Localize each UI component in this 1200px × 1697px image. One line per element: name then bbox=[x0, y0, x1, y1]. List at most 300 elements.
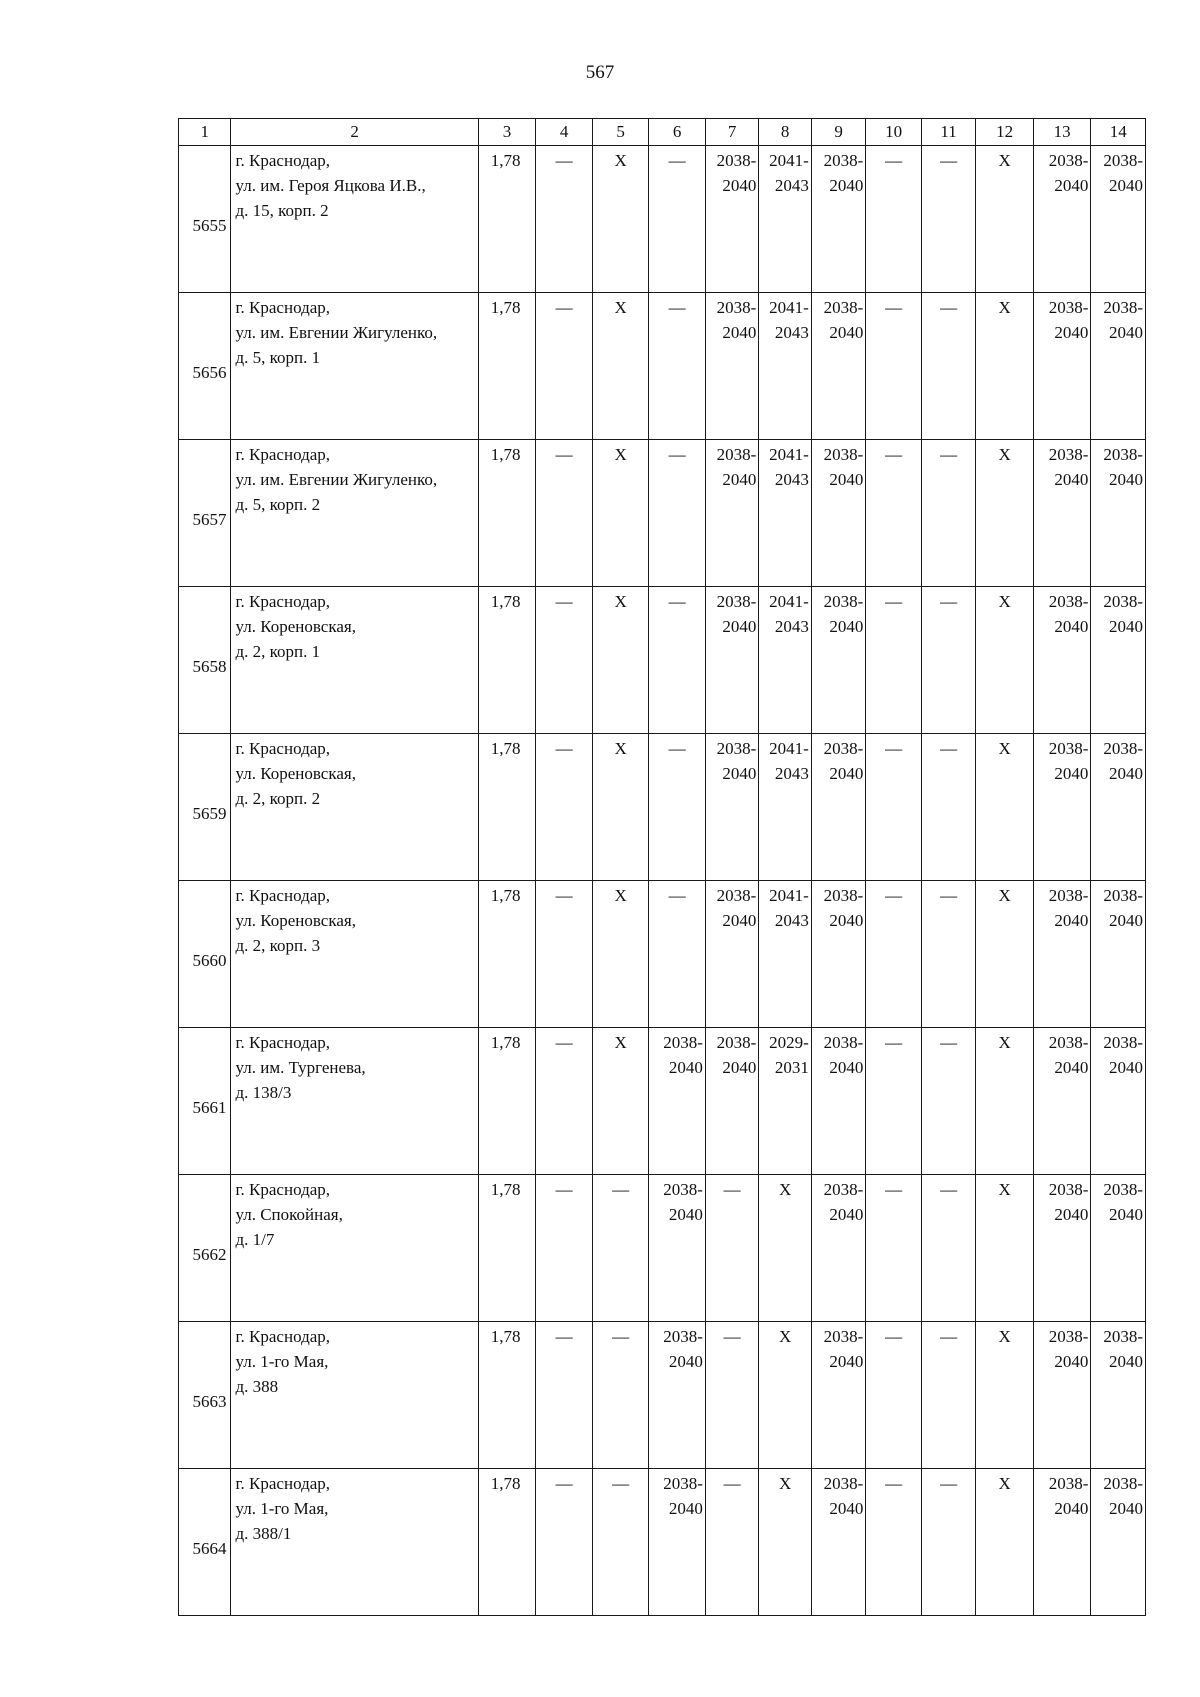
cell-value: Х bbox=[998, 739, 1011, 758]
cell-col-13 bbox=[1033, 881, 1091, 1028]
table-row bbox=[179, 1322, 1146, 1469]
cell-value: 2038- 2040 bbox=[823, 1327, 864, 1371]
cell-value: 2038- 2040 bbox=[1048, 1327, 1089, 1371]
cell-value: Х bbox=[614, 592, 627, 611]
cell-value: Х bbox=[998, 592, 1011, 611]
address-line: г. Краснодар, bbox=[235, 445, 331, 464]
cell-col-6 bbox=[649, 1175, 706, 1322]
cell-col-3 bbox=[478, 734, 536, 881]
cell-col-7 bbox=[705, 587, 758, 734]
cell-value: 2038- 2040 bbox=[1103, 1180, 1143, 1224]
cell-col-10 bbox=[866, 1469, 922, 1616]
cell-value: — bbox=[555, 592, 573, 611]
cell-col-8 bbox=[759, 1322, 811, 1469]
cell-value: Х bbox=[998, 1327, 1011, 1346]
cell-col-13 bbox=[1033, 734, 1091, 881]
address-line: д. 388 bbox=[235, 1377, 279, 1396]
cell-value: 2041- 2043 bbox=[769, 151, 809, 195]
page-number: 567 bbox=[585, 62, 615, 83]
column-header-9: 9 bbox=[811, 119, 866, 146]
cell-value: 1,78 bbox=[490, 1327, 521, 1346]
cell-col-10 bbox=[866, 734, 922, 881]
cell-value: — bbox=[555, 445, 573, 464]
cell-col-7 bbox=[705, 1469, 758, 1616]
cell-value: — bbox=[885, 1033, 903, 1052]
cell-value: 2038- 2040 bbox=[1103, 151, 1143, 195]
cell-value: — bbox=[555, 1033, 573, 1052]
row-number bbox=[179, 293, 231, 440]
cell-value: — bbox=[668, 445, 686, 464]
cell-col-10 bbox=[866, 1322, 922, 1469]
cell-value: — bbox=[885, 1327, 903, 1346]
table-row bbox=[179, 1469, 1146, 1616]
cell-value: — bbox=[940, 151, 958, 170]
cell-col-8 bbox=[759, 587, 811, 734]
address-cell bbox=[231, 1322, 478, 1469]
cell-col-14 bbox=[1091, 1175, 1146, 1322]
cell-value: — bbox=[885, 445, 903, 464]
cell-col-14 bbox=[1091, 1028, 1146, 1175]
cell-value: — bbox=[555, 151, 573, 170]
cell-value: 2038- 2040 bbox=[823, 1033, 864, 1077]
cell-col-6 bbox=[649, 587, 706, 734]
address-line: д. 5, корп. 2 bbox=[235, 495, 321, 514]
cell-value: Х bbox=[998, 886, 1011, 905]
cell-col-10 bbox=[866, 440, 922, 587]
cell-col-11 bbox=[921, 1028, 976, 1175]
cell-col-9 bbox=[811, 1028, 866, 1175]
cell-col-10 bbox=[866, 881, 922, 1028]
cell-value: — bbox=[885, 151, 903, 170]
column-header-13: 13 bbox=[1033, 119, 1091, 146]
row-number bbox=[179, 440, 231, 587]
cell-value: Х bbox=[614, 151, 627, 170]
cell-value: Х bbox=[998, 445, 1011, 464]
cell-col-4 bbox=[536, 1028, 593, 1175]
cell-col-12 bbox=[976, 734, 1034, 881]
cell-value: 1,78 bbox=[490, 1180, 521, 1199]
cell-value: 2041- 2043 bbox=[769, 445, 809, 489]
cell-value: — bbox=[940, 886, 958, 905]
cell-col-5 bbox=[592, 1322, 649, 1469]
row-number bbox=[179, 1322, 231, 1469]
cell-value: 2038- 2040 bbox=[1103, 1033, 1143, 1077]
cell-value: Х bbox=[998, 298, 1011, 317]
address-line: д. 1/7 bbox=[235, 1230, 275, 1249]
cell-value: 2038- 2040 bbox=[1048, 739, 1089, 783]
table-row bbox=[179, 440, 1146, 587]
address-line: ул. Кореновская, bbox=[235, 764, 356, 783]
address-line: г. Краснодар, bbox=[235, 1180, 331, 1199]
cell-col-13 bbox=[1033, 293, 1091, 440]
cell-value: — bbox=[612, 1180, 630, 1199]
cell-value: 2038- 2040 bbox=[1048, 298, 1089, 342]
cell-col-4 bbox=[536, 881, 593, 1028]
cell-col-14 bbox=[1091, 1469, 1146, 1616]
cell-col-10 bbox=[866, 1175, 922, 1322]
cell-value: 2038- 2040 bbox=[823, 298, 864, 342]
cell-value: 2038- 2040 bbox=[663, 1474, 703, 1518]
address-cell bbox=[231, 587, 478, 734]
column-header-8: 8 bbox=[759, 119, 811, 146]
cell-value: 2029- 2031 bbox=[769, 1033, 809, 1077]
address-line: ул. им. Евгении Жигуленко, bbox=[235, 470, 438, 489]
cell-value: 2038- 2040 bbox=[716, 445, 757, 489]
cell-value: 2038- 2040 bbox=[823, 445, 864, 489]
cell-col-5 bbox=[592, 1175, 649, 1322]
cell-col-4 bbox=[536, 1322, 593, 1469]
address-line: ул. им. Евгении Жигуленко, bbox=[235, 323, 438, 342]
cell-col-4 bbox=[536, 293, 593, 440]
cell-value: 2038- 2040 bbox=[716, 1033, 757, 1077]
row-number-text: 5663 bbox=[192, 1391, 227, 1411]
cell-col-3 bbox=[478, 146, 536, 293]
cell-col-7 bbox=[705, 1028, 758, 1175]
cell-col-8 bbox=[759, 1469, 811, 1616]
cell-col-9 bbox=[811, 1322, 866, 1469]
row-number-text: 5661 bbox=[192, 1097, 227, 1117]
cell-col-10 bbox=[866, 146, 922, 293]
column-header-14: 14 bbox=[1091, 119, 1146, 146]
cell-col-14 bbox=[1091, 881, 1146, 1028]
address-line: д. 2, корп. 3 bbox=[235, 936, 321, 955]
cell-col-3 bbox=[478, 1469, 536, 1616]
column-header-5: 5 bbox=[592, 119, 649, 146]
cell-col-10 bbox=[866, 1028, 922, 1175]
cell-col-3 bbox=[478, 440, 536, 587]
cell-col-12 bbox=[976, 881, 1034, 1028]
table-row bbox=[179, 587, 1146, 734]
cell-col-5 bbox=[592, 440, 649, 587]
cell-col-6 bbox=[649, 1322, 706, 1469]
cell-col-5 bbox=[592, 1028, 649, 1175]
row-number-text: 5662 bbox=[192, 1244, 227, 1264]
cell-value: Х bbox=[998, 151, 1011, 170]
cell-value: 2038- 2040 bbox=[1103, 445, 1143, 489]
cell-col-8 bbox=[759, 734, 811, 881]
cell-value: 2038- 2040 bbox=[1048, 151, 1089, 195]
cell-value: Х bbox=[614, 445, 627, 464]
cell-value: 2038- 2040 bbox=[823, 886, 864, 930]
row-number bbox=[179, 146, 231, 293]
cell-col-8 bbox=[759, 440, 811, 587]
cell-col-3 bbox=[478, 881, 536, 1028]
address-line: г. Краснодар, bbox=[235, 886, 331, 905]
cell-col-12 bbox=[976, 440, 1034, 587]
address-cell bbox=[231, 146, 478, 293]
row-number-text: 5657 bbox=[192, 509, 227, 529]
cell-value: 2041- 2043 bbox=[769, 592, 809, 636]
cell-value: — bbox=[885, 886, 903, 905]
address-line: д. 15, корп. 2 bbox=[235, 201, 329, 220]
cell-col-7 bbox=[705, 440, 758, 587]
column-header-6: 6 bbox=[649, 119, 706, 146]
cell-col-9 bbox=[811, 587, 866, 734]
cell-value: 2038- 2040 bbox=[1103, 886, 1143, 930]
cell-col-9 bbox=[811, 734, 866, 881]
cell-col-13 bbox=[1033, 440, 1091, 587]
cell-value: 2038- 2040 bbox=[823, 151, 864, 195]
cell-col-7 bbox=[705, 293, 758, 440]
row-number bbox=[179, 587, 231, 734]
cell-col-14 bbox=[1091, 734, 1146, 881]
row-number bbox=[179, 1028, 231, 1175]
cell-value: 2038- 2040 bbox=[1103, 592, 1143, 636]
cell-value: 2038- 2040 bbox=[823, 1474, 864, 1518]
address-line: г. Краснодар, bbox=[235, 739, 331, 758]
cell-value: 2038- 2040 bbox=[823, 1180, 864, 1224]
cell-col-3 bbox=[478, 587, 536, 734]
cell-value: 2038- 2040 bbox=[1048, 886, 1089, 930]
cell-value: — bbox=[555, 739, 573, 758]
cell-value: — bbox=[668, 592, 686, 611]
address-line: ул. им. Героя Яцкова И.В., bbox=[235, 176, 426, 195]
cell-value: — bbox=[885, 592, 903, 611]
cell-col-7 bbox=[705, 1322, 758, 1469]
cell-col-7 bbox=[705, 146, 758, 293]
row-number bbox=[179, 881, 231, 1028]
cell-col-8 bbox=[759, 881, 811, 1028]
cell-value: — bbox=[555, 298, 573, 317]
cell-col-14 bbox=[1091, 146, 1146, 293]
cell-col-4 bbox=[536, 587, 593, 734]
cell-col-5 bbox=[592, 146, 649, 293]
cell-value: 2038- 2040 bbox=[1048, 1180, 1089, 1224]
address-line: д. 2, корп. 2 bbox=[235, 789, 321, 808]
cell-col-9 bbox=[811, 293, 866, 440]
row-number-text: 5655 bbox=[192, 215, 227, 235]
cell-value: 2038- 2040 bbox=[1048, 1474, 1089, 1518]
cell-col-10 bbox=[866, 293, 922, 440]
column-header-7: 7 bbox=[705, 119, 758, 146]
cell-col-9 bbox=[811, 1469, 866, 1616]
cell-value: Х bbox=[778, 1327, 792, 1346]
table-body bbox=[179, 146, 1146, 1616]
cell-value: — bbox=[555, 1180, 573, 1199]
cell-value: 2038- 2040 bbox=[716, 592, 757, 636]
cell-value: — bbox=[723, 1180, 741, 1199]
cell-value: 1,78 bbox=[490, 1474, 521, 1493]
cell-col-3 bbox=[478, 1028, 536, 1175]
cell-value: — bbox=[668, 298, 686, 317]
cell-col-12 bbox=[976, 146, 1034, 293]
cell-col-9 bbox=[811, 146, 866, 293]
cell-col-9 bbox=[811, 881, 866, 1028]
cell-value: — bbox=[940, 592, 958, 611]
cell-col-8 bbox=[759, 146, 811, 293]
cell-value: — bbox=[940, 1327, 958, 1346]
cell-col-12 bbox=[976, 1322, 1034, 1469]
cell-value: — bbox=[555, 1474, 573, 1493]
table-row bbox=[179, 146, 1146, 293]
cell-col-13 bbox=[1033, 1175, 1091, 1322]
address-cell bbox=[231, 734, 478, 881]
address-line: ул. Кореновская, bbox=[235, 911, 356, 930]
cell-value: — bbox=[668, 886, 686, 905]
column-header-4: 4 bbox=[536, 119, 593, 146]
address-line: ул. 1-го Мая, bbox=[235, 1352, 329, 1371]
cell-col-12 bbox=[976, 1469, 1034, 1616]
cell-col-4 bbox=[536, 440, 593, 587]
cell-value: 1,78 bbox=[490, 592, 521, 611]
cell-col-4 bbox=[536, 146, 593, 293]
row-number-text: 5660 bbox=[192, 950, 227, 970]
cell-value: 2038- 2040 bbox=[823, 592, 864, 636]
address-line: д. 138/3 bbox=[235, 1083, 292, 1102]
cell-col-5 bbox=[592, 293, 649, 440]
cell-col-11 bbox=[921, 734, 976, 881]
cell-col-11 bbox=[921, 293, 976, 440]
cell-col-7 bbox=[705, 1175, 758, 1322]
row-number-text: 5659 bbox=[192, 803, 227, 823]
cell-value: 2038- 2040 bbox=[663, 1180, 703, 1224]
row-number bbox=[179, 734, 231, 881]
cell-col-12 bbox=[976, 293, 1034, 440]
cell-value: Х bbox=[778, 1474, 792, 1493]
cell-col-14 bbox=[1091, 1322, 1146, 1469]
address-line: ул. 1-го Мая, bbox=[235, 1499, 329, 1518]
cell-value: — bbox=[940, 298, 958, 317]
address-cell bbox=[231, 1028, 478, 1175]
address-cell bbox=[231, 881, 478, 1028]
address-line: г. Краснодар, bbox=[235, 298, 331, 317]
cell-col-4 bbox=[536, 1469, 593, 1616]
cell-value: 2038- 2040 bbox=[823, 739, 864, 783]
cell-col-7 bbox=[705, 881, 758, 1028]
cell-col-14 bbox=[1091, 587, 1146, 734]
cell-col-11 bbox=[921, 146, 976, 293]
address-cell bbox=[231, 440, 478, 587]
address-line: ул. Спокойная, bbox=[235, 1205, 343, 1224]
cell-col-13 bbox=[1033, 1469, 1091, 1616]
cell-col-4 bbox=[536, 1175, 593, 1322]
cell-value: 2038- 2040 bbox=[1048, 1033, 1089, 1077]
cell-col-10 bbox=[866, 587, 922, 734]
cell-value: — bbox=[723, 1474, 741, 1493]
cell-value: Х bbox=[998, 1033, 1011, 1052]
cell-col-3 bbox=[478, 1322, 536, 1469]
address-cell bbox=[231, 293, 478, 440]
address-cell bbox=[231, 1175, 478, 1322]
address-line: г. Краснодар, bbox=[235, 151, 331, 170]
cell-col-12 bbox=[976, 1028, 1034, 1175]
cell-value: 2038- 2040 bbox=[1103, 1474, 1143, 1518]
cell-col-13 bbox=[1033, 1322, 1091, 1469]
cell-col-6 bbox=[649, 146, 706, 293]
cell-value: 2038- 2040 bbox=[1048, 592, 1089, 636]
address-line: г. Краснодар, bbox=[235, 1474, 331, 1493]
cell-value: — bbox=[885, 1180, 903, 1199]
cell-col-8 bbox=[759, 1028, 811, 1175]
cell-col-9 bbox=[811, 440, 866, 587]
cell-col-5 bbox=[592, 1469, 649, 1616]
cell-col-5 bbox=[592, 881, 649, 1028]
address-line: д. 388/1 bbox=[235, 1524, 292, 1543]
cell-col-11 bbox=[921, 440, 976, 587]
cell-col-5 bbox=[592, 587, 649, 734]
cell-col-11 bbox=[921, 881, 976, 1028]
cell-value: — bbox=[885, 739, 903, 758]
column-header-11: 11 bbox=[921, 119, 976, 146]
column-header-2: 2 bbox=[231, 119, 478, 146]
cell-value: 1,78 bbox=[490, 445, 521, 464]
cell-col-7 bbox=[705, 734, 758, 881]
register-table bbox=[178, 118, 1146, 1616]
cell-value: 1,78 bbox=[490, 886, 521, 905]
cell-value: 2041- 2043 bbox=[769, 886, 809, 930]
column-header-12: 12 bbox=[976, 119, 1034, 146]
cell-col-11 bbox=[921, 587, 976, 734]
table-row bbox=[179, 293, 1146, 440]
cell-value: 1,78 bbox=[490, 151, 521, 170]
cell-col-14 bbox=[1091, 440, 1146, 587]
cell-value: Х bbox=[998, 1180, 1011, 1199]
cell-value: — bbox=[885, 298, 903, 317]
cell-value: — bbox=[723, 1327, 741, 1346]
cell-col-11 bbox=[921, 1322, 976, 1469]
cell-value: — bbox=[555, 1327, 573, 1346]
cell-value: 2038- 2040 bbox=[1103, 1327, 1143, 1371]
cell-value: — bbox=[940, 1033, 958, 1052]
table-row bbox=[179, 734, 1146, 881]
cell-value: — bbox=[940, 1474, 958, 1493]
address-line: д. 2, корп. 1 bbox=[235, 642, 321, 661]
cell-value: 2038- 2040 bbox=[716, 298, 757, 342]
address-line: г. Краснодар, bbox=[235, 1327, 331, 1346]
cell-col-6 bbox=[649, 734, 706, 881]
cell-value: 2038- 2040 bbox=[1103, 739, 1143, 783]
address-line: д. 5, корп. 1 bbox=[235, 348, 321, 367]
cell-value: Х bbox=[614, 886, 627, 905]
cell-col-13 bbox=[1033, 146, 1091, 293]
cell-value: 2038- 2040 bbox=[1048, 445, 1089, 489]
address-line: ул. им. Тургенева, bbox=[235, 1058, 366, 1077]
cell-col-5 bbox=[592, 734, 649, 881]
column-header-10: 10 bbox=[866, 119, 922, 146]
cell-col-11 bbox=[921, 1175, 976, 1322]
cell-value: 1,78 bbox=[490, 739, 521, 758]
cell-value: — bbox=[940, 739, 958, 758]
cell-col-14 bbox=[1091, 293, 1146, 440]
cell-value: — bbox=[612, 1327, 630, 1346]
cell-value: Х bbox=[778, 1180, 792, 1199]
cell-value: 2038- 2040 bbox=[663, 1327, 703, 1371]
cell-col-6 bbox=[649, 1469, 706, 1616]
cell-col-8 bbox=[759, 293, 811, 440]
cell-value: 2041- 2043 bbox=[769, 739, 809, 783]
column-header-3: 3 bbox=[478, 119, 536, 146]
cell-col-12 bbox=[976, 587, 1034, 734]
table-row bbox=[179, 1028, 1146, 1175]
cell-value: — bbox=[668, 151, 686, 170]
row-number bbox=[179, 1469, 231, 1616]
row-number-text: 5656 bbox=[192, 362, 227, 382]
address-line: г. Краснодар, bbox=[235, 592, 331, 611]
row-number bbox=[179, 1175, 231, 1322]
cell-col-13 bbox=[1033, 1028, 1091, 1175]
table-header bbox=[179, 119, 1146, 146]
cell-value: — bbox=[612, 1474, 630, 1493]
cell-col-6 bbox=[649, 440, 706, 587]
cell-value: 1,78 bbox=[490, 298, 521, 317]
table-row bbox=[179, 881, 1146, 1028]
cell-value: Х bbox=[614, 1033, 627, 1052]
cell-col-11 bbox=[921, 1469, 976, 1616]
cell-col-6 bbox=[649, 1028, 706, 1175]
cell-value: 2041- 2043 bbox=[769, 298, 809, 342]
address-line: г. Краснодар, bbox=[235, 1033, 331, 1052]
row-number-text: 5658 bbox=[192, 656, 227, 676]
